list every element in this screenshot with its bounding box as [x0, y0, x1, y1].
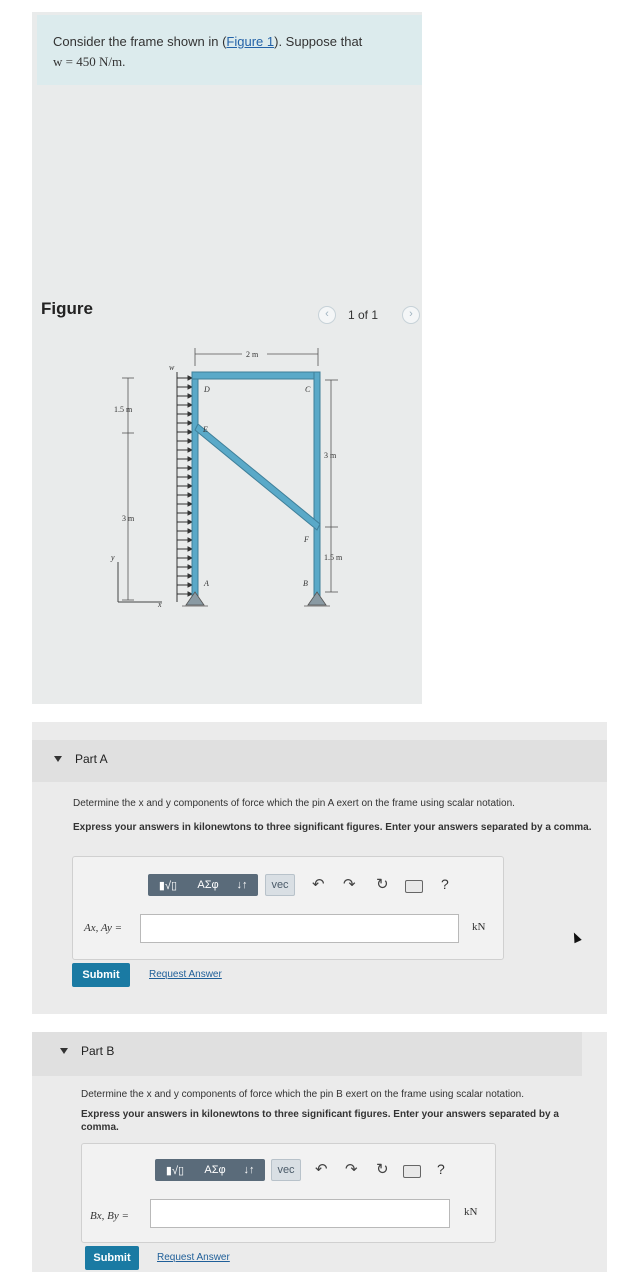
point-B-label: B: [303, 579, 308, 588]
part-b-answer-box: [81, 1143, 496, 1243]
load-arrowhead: [188, 430, 192, 434]
given-value: w = 450 N/m.: [53, 54, 126, 69]
y-axis-label: y: [111, 553, 115, 562]
right-bottom-dimension-label: 1.5 m: [324, 553, 343, 562]
pin-support-B: [304, 592, 330, 606]
load-arrowhead: [188, 439, 192, 443]
collapse-triangle-icon[interactable]: [54, 756, 62, 762]
load-arrowhead: [188, 502, 192, 506]
load-arrowhead: [188, 574, 192, 578]
help-button[interactable]: ?: [437, 1161, 445, 1177]
chevron-right-icon[interactable]: ›: [402, 306, 420, 324]
help-button[interactable]: ?: [441, 876, 449, 892]
load-label: w: [169, 363, 175, 372]
problem-statement: [53, 34, 362, 49]
greek-symbols-button[interactable]: ΑΣφ: [197, 879, 219, 891]
distributed-load: [177, 372, 192, 602]
part-a-request-answer-link[interactable]: Request Answer: [149, 969, 222, 980]
reset-icon[interactable]: ↻: [376, 876, 389, 893]
chevron-left-icon[interactable]: ‹: [318, 306, 336, 324]
part-b-submit-button[interactable]: Submit: [85, 1246, 139, 1270]
keyboard-icon[interactable]: [405, 880, 423, 893]
subscript-superscript-button[interactable]: ↓↑: [243, 1164, 255, 1176]
coordinate-axes: [118, 562, 162, 602]
load-arrowhead: [188, 511, 192, 515]
point-A-label: A: [204, 579, 209, 588]
load-arrowhead: [188, 529, 192, 533]
vector-button[interactable]: vec: [271, 1159, 301, 1181]
part-a-toolbar-group: [148, 874, 258, 896]
right-mid-dimension-label: 3 m: [324, 451, 337, 460]
part-b-unit: kN: [464, 1206, 478, 1218]
frame-members: [192, 372, 320, 597]
collapse-triangle-icon[interactable]: [60, 1048, 68, 1054]
point-E-label: E: [203, 425, 208, 434]
load-arrowhead: [188, 448, 192, 452]
left-mid-dimension-label: 3 m: [122, 514, 135, 523]
load-arrowhead: [188, 520, 192, 524]
load-arrowhead: [188, 376, 192, 380]
part-b-variable-label: Bx, By =: [90, 1210, 129, 1222]
part-a-answer-box: [72, 856, 504, 960]
vector-button[interactable]: vec: [265, 874, 295, 896]
figure-link[interactable]: Figure 1: [226, 34, 275, 49]
left-top-dimension-label: 1.5 m: [114, 405, 133, 414]
load-arrowhead: [188, 592, 192, 596]
part-b-toolbar-group: [155, 1159, 265, 1181]
part-a-submit-button[interactable]: Submit: [72, 963, 130, 987]
load-arrowhead: [188, 475, 192, 479]
load-arrowhead: [188, 385, 192, 389]
part-a-variable-label: Ax, Ay =: [84, 922, 123, 934]
part-b-instructions: Express your answers in kilonewtons to three significant figures. Enter your answers separated by a comma.: [81, 1109, 559, 1133]
part-b-question: Determine the x and y components of force which the pin B exert on the frame using scalar notation.: [81, 1089, 525, 1100]
part-b-answer-input[interactable]: [150, 1199, 450, 1228]
figure-counter: 1 of 1: [348, 308, 379, 322]
part-b-request-answer-link[interactable]: Request Answer: [157, 1252, 230, 1263]
redo-icon[interactable]: ↷: [343, 876, 356, 893]
part-a-question: Determine the x and y components of force which the pin A exert on the frame using scalar notation.: [73, 798, 515, 809]
load-arrowhead: [188, 538, 192, 542]
load-arrowhead: [188, 547, 192, 551]
load-arrowhead: [188, 556, 192, 560]
load-arrowhead: [188, 394, 192, 398]
intro-suffix: ). Suppose that: [274, 34, 363, 49]
member-top: [192, 372, 320, 379]
templates-button[interactable]: ▮√▯: [158, 879, 178, 892]
point-F-label: F: [304, 535, 309, 544]
redo-icon[interactable]: ↷: [345, 1161, 358, 1178]
load-arrowhead: [188, 583, 192, 587]
load-arrowhead: [188, 421, 192, 425]
part-b-label: Part B: [81, 1044, 115, 1058]
member-right: [314, 372, 320, 597]
keyboard-icon[interactable]: [403, 1165, 421, 1178]
frame-figure: [32, 330, 422, 702]
x-axis-label: x: [158, 600, 162, 609]
intro-prefix: Consider the frame shown in (: [53, 34, 227, 49]
subscript-superscript-button[interactable]: ↓↑: [236, 879, 248, 891]
templates-button[interactable]: ▮√▯: [165, 1164, 185, 1177]
top-width-label: 2 m: [246, 350, 259, 359]
load-arrowhead: [188, 565, 192, 569]
load-arrowhead: [188, 457, 192, 461]
part-a-header[interactable]: [32, 740, 607, 782]
load-arrowhead: [188, 412, 192, 416]
part-b-header[interactable]: [32, 1032, 582, 1076]
greek-symbols-button[interactable]: ΑΣφ: [204, 1164, 226, 1176]
load-arrowhead: [188, 403, 192, 407]
problem-statement-box: [37, 15, 422, 85]
member-diagonal: [195, 424, 320, 530]
load-arrowhead: [188, 493, 192, 497]
undo-icon[interactable]: ↶: [315, 1161, 328, 1178]
part-a-answer-input[interactable]: [140, 914, 459, 943]
member-left: [192, 372, 198, 597]
point-D-label: D: [204, 385, 210, 394]
part-a-unit: kN: [472, 921, 486, 933]
part-a-label: Part A: [75, 752, 108, 766]
undo-icon[interactable]: ↶: [312, 876, 325, 893]
point-C-label: C: [305, 385, 311, 394]
reset-icon[interactable]: ↻: [376, 1161, 389, 1178]
figure-title: Figure: [41, 299, 93, 318]
load-arrowhead: [188, 484, 192, 488]
part-a-instructions: Express your answers in kilonewtons to three significant figures. Enter your answers separated by a comma.: [73, 822, 592, 833]
load-arrowhead: [188, 466, 192, 470]
